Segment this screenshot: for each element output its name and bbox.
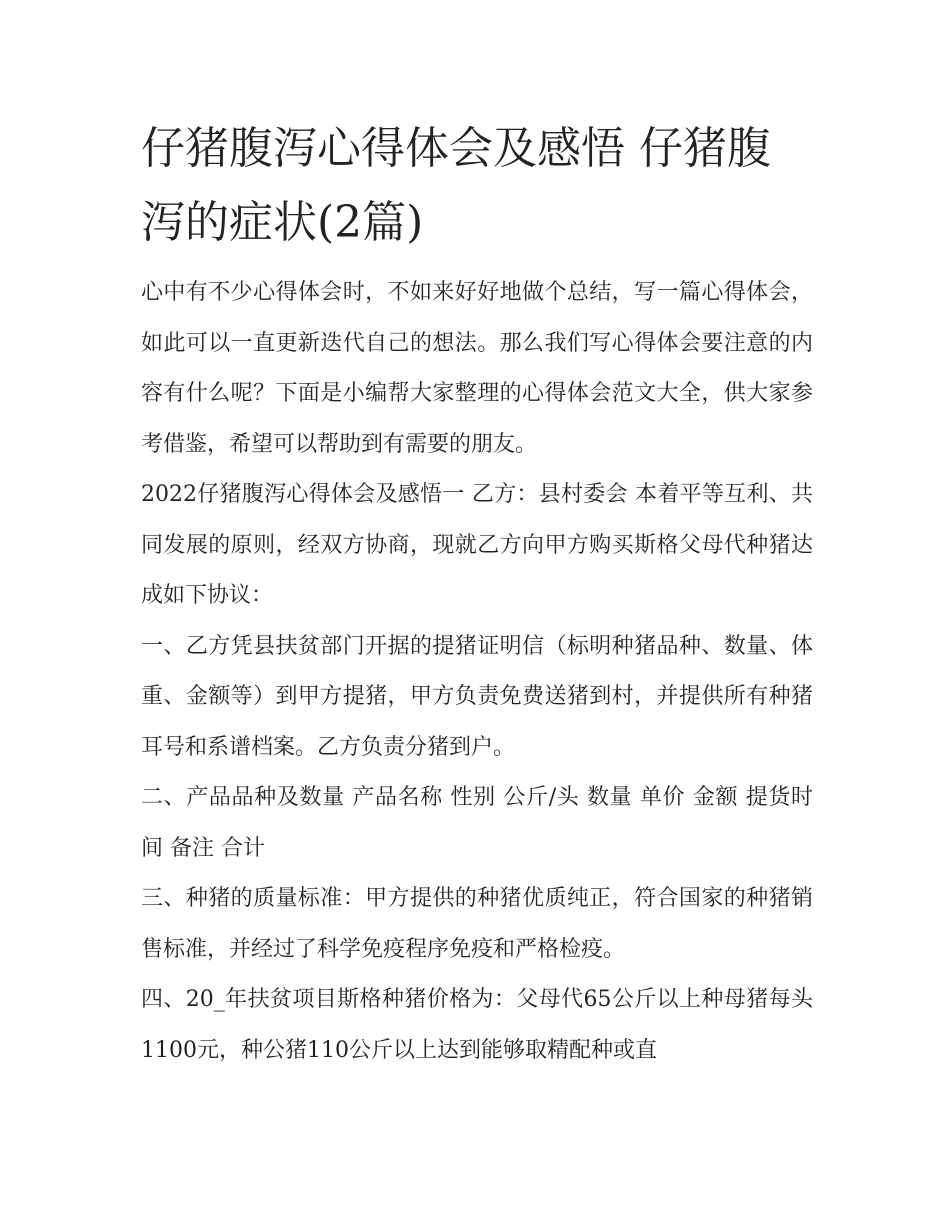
paragraph-clause-3: 三、种猪的质量标准：甲方提供的种猪优质纯正，符合国家的种猪销售标准，并经过了科学免疫程序免疫和严格检疫。 bbox=[141, 886, 813, 962]
document-page bbox=[141, 112, 813, 1076]
paragraph-clause-1: 一、乙方凭县扶贫部门开据的提猪证明信（标明种猪品种、数量、体重、金额等）到甲方提猪，甲方负责免费送猪到村，并提供所有种猪耳号和系谱档案。乙方负责分猪到户。 bbox=[141, 633, 813, 760]
paragraph-intro: 心中有不少心得体会时，不如来好好地做个总结，写一篇心得体会，如此可以一直更新迭代自己的想法。那么我们写心得体会要注意的内容有什么呢？下面是小编帮大家整理的心得体会范文大全，供大家参考借鉴，希望可以帮助到有需要的朋友。 bbox=[141, 280, 813, 457]
paragraph-agreement-preamble: 2022仔猪腹泻心得体会及感悟一 乙方：县村委会 本着平等互利、共同发展的原则，经双方协商，现就乙方向甲方购买斯格父母代种猪达成如下协议： bbox=[141, 482, 813, 608]
paragraph-clause-2: 二、产品品种及数量 产品名称 性别 公斤/头 数量 单价 金额 提货时间 备注 合计 bbox=[141, 785, 813, 861]
paragraph-clause-4: 四、20_年扶贫项目斯格种猪价格为：父母代65公斤以上种母猪每头1100元，种公猪110公斤以上达到能够取精配种或直 bbox=[141, 987, 813, 1063]
document-title: 仔猪腹泻心得体会及感悟 仔猪腹泻的症状(2篇) bbox=[141, 123, 771, 248]
